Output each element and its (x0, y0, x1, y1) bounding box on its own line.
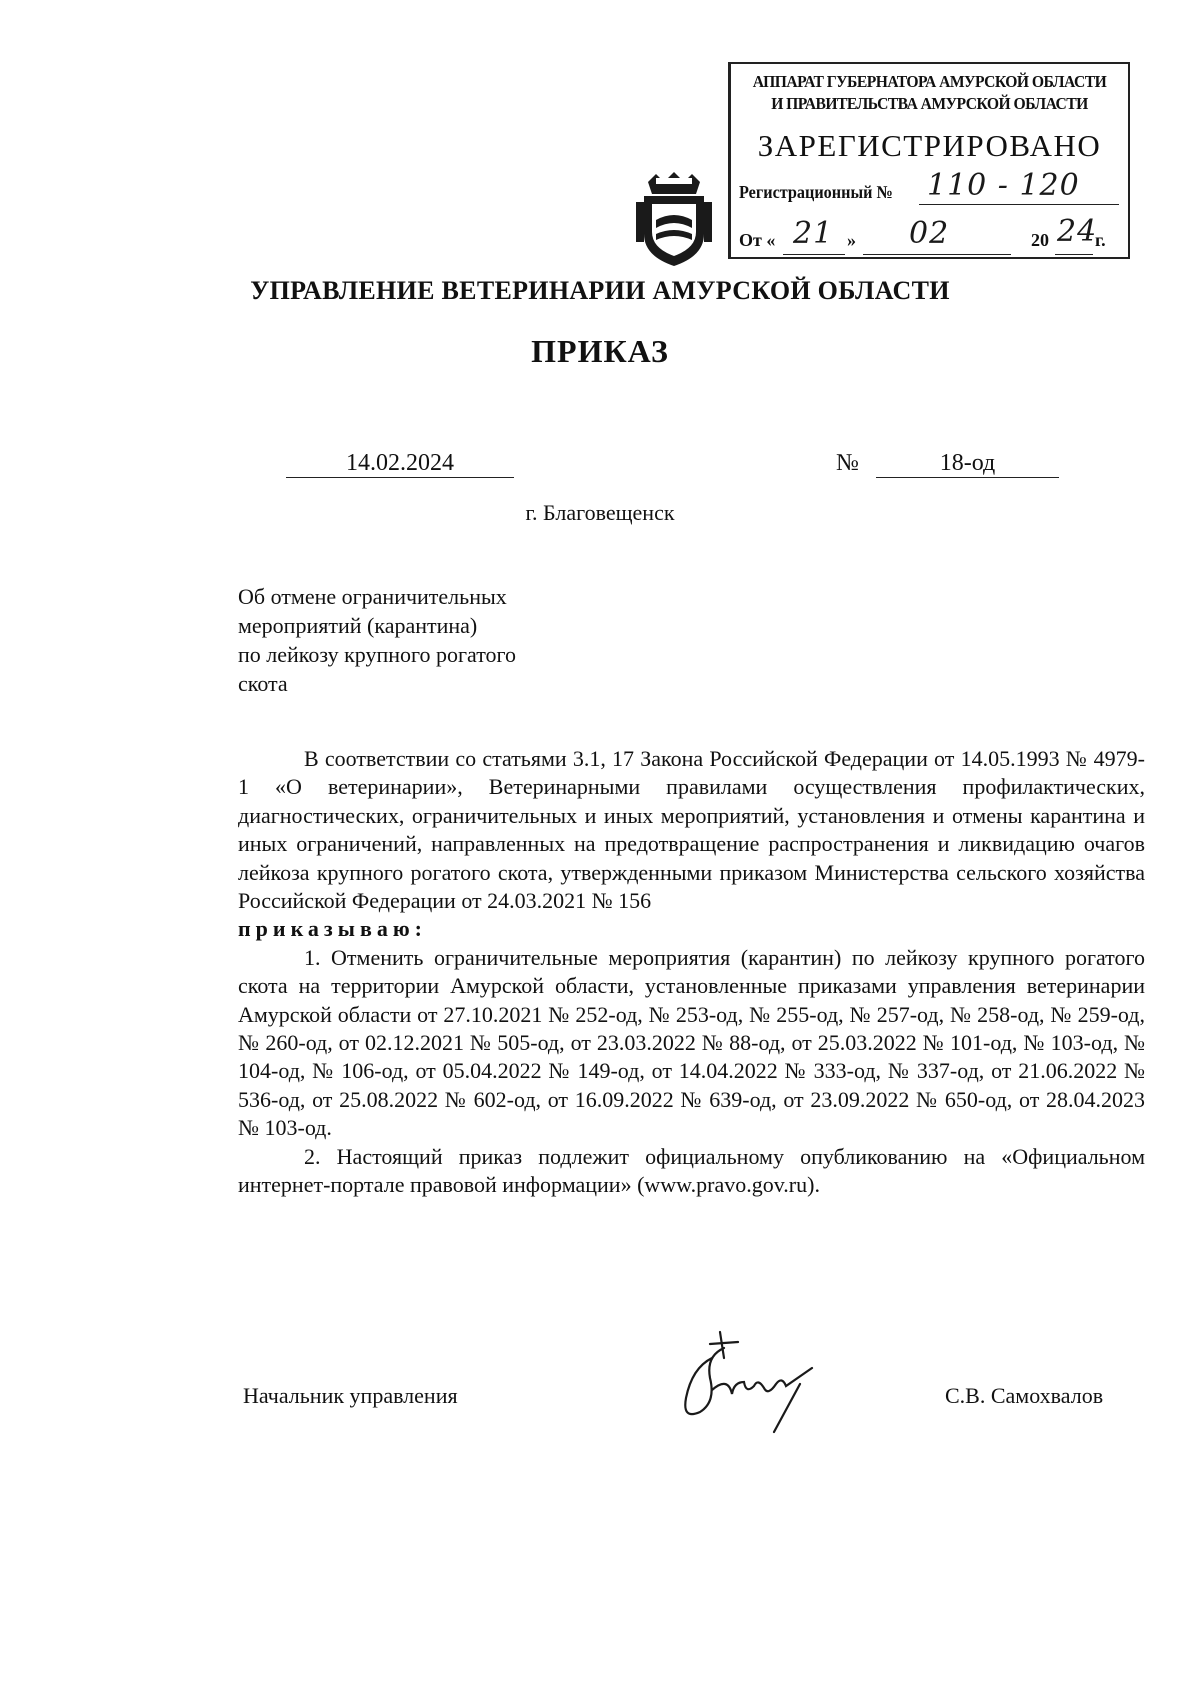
order-body (238, 745, 1145, 1200)
subject-line: мероприятий (карантина) (238, 613, 478, 638)
stamp-date-mid: » (847, 230, 856, 250)
stamp-date-suffix: г. (1095, 230, 1106, 250)
stamp-title: ЗАРЕГИСТРИРОВАНО (757, 128, 1102, 163)
order-number: 18-од (876, 450, 1059, 478)
city: г. Благовещенск (525, 500, 675, 525)
stamp-reg-number: 110 - 120 (927, 168, 1080, 203)
preamble-paragraph: В соответствии со статьями 3.1, 17 Закона Российской Федерации от 14.05.1993 № 4979-1 «О ветеринарии», Ветеринарными правилами осуществления профилактических, диагностических, ограничительных и иных мероприятий, установления и отмены карантина и иных ограничений, направленных на предотвращение распространения и ликвидацию очагов лейкоза крупного рогатого скота, утвержденными приказом Министерства сельского хозяйства Российской Федерации от 24.03.2021 № 156 (238, 746, 1145, 914)
subject-line: Об отмене ограничительных (238, 584, 507, 609)
signatory-name: С.В. Самохвалов (945, 1383, 1104, 1408)
subject-line: по лейкозу крупного рогатого (238, 642, 517, 667)
order-number-sign: № (836, 450, 859, 476)
subject-line: скота (238, 671, 288, 696)
document-type-title: ПРИКАЗ (531, 333, 669, 369)
coat-of-arms-emblem (634, 172, 714, 268)
registration-stamp (728, 62, 1130, 259)
order-item-2: 2. Настоящий приказ подлежит официальному опубликованию на «Официальном интернет-портале правовой информации» (www.pravo.gov.ru). (238, 1143, 1145, 1198)
stamp-header-line-1: АППАРАТ ГУБЕРНАТОРА АМУРСКОЙ ОБЛАСТИ (752, 72, 1107, 91)
decree-word: приказываю: (238, 916, 427, 942)
stamp-year-line (1055, 254, 1093, 255)
stamp-month-line (863, 254, 1011, 255)
order-item-1: 1. Отменить ограничительные мероприятия (карантин) по лейкозу крупного рогатого скота на территории Амурской области, установленные приказами управления ветеринарии Амурской области от 27.10.2021 № 252-од, № 253-од, № 255-од, № 257-од, № 258-од, № 259-од, № 260-од, от 02.12.2021 № 505-од, от 23.03.2022 № 88-од, от 25.03.2022 № 101-од, № 103-од, № 104-од, № 106-од, от 05.04.2022 № 149-од, от 14.04.2022 № 333-од, № 337-од, от 21.06.2022 № 536-од, от 25.08.2022 № 602-од, от 16.09.2022 № 639-од, от 23.09.2022 № 650-од, от 28.04.2023 № 103-од. (238, 944, 1145, 1141)
signatory-position: Начальник управления (243, 1383, 458, 1408)
stamp-date-day: 21 (793, 216, 834, 251)
stamp-date-prefix: От « (739, 230, 776, 250)
stamp-day-line (783, 254, 845, 255)
stamp-reg-line (919, 204, 1119, 205)
stamp-date-row (739, 230, 775, 251)
organization-title: УПРАВЛЕНИЕ ВЕТЕРИНАРИИ АМУРСКОЙ ОБЛАСТИ (250, 276, 950, 305)
stamp-date-month: 02 (909, 216, 950, 251)
stamp-date-year-prefix: 20 (1031, 230, 1049, 250)
order-subject (238, 582, 516, 698)
order-date: 14.02.2024 (286, 450, 514, 478)
stamp-header-line-2: И ПРАВИТЕЛЬСТВА АМУРСКОЙ ОБЛАСТИ (771, 94, 1088, 113)
handwritten-signature (672, 1328, 832, 1438)
stamp-date-year: 24 (1057, 214, 1098, 249)
stamp-reg-label: Регистрационный № (739, 182, 893, 202)
